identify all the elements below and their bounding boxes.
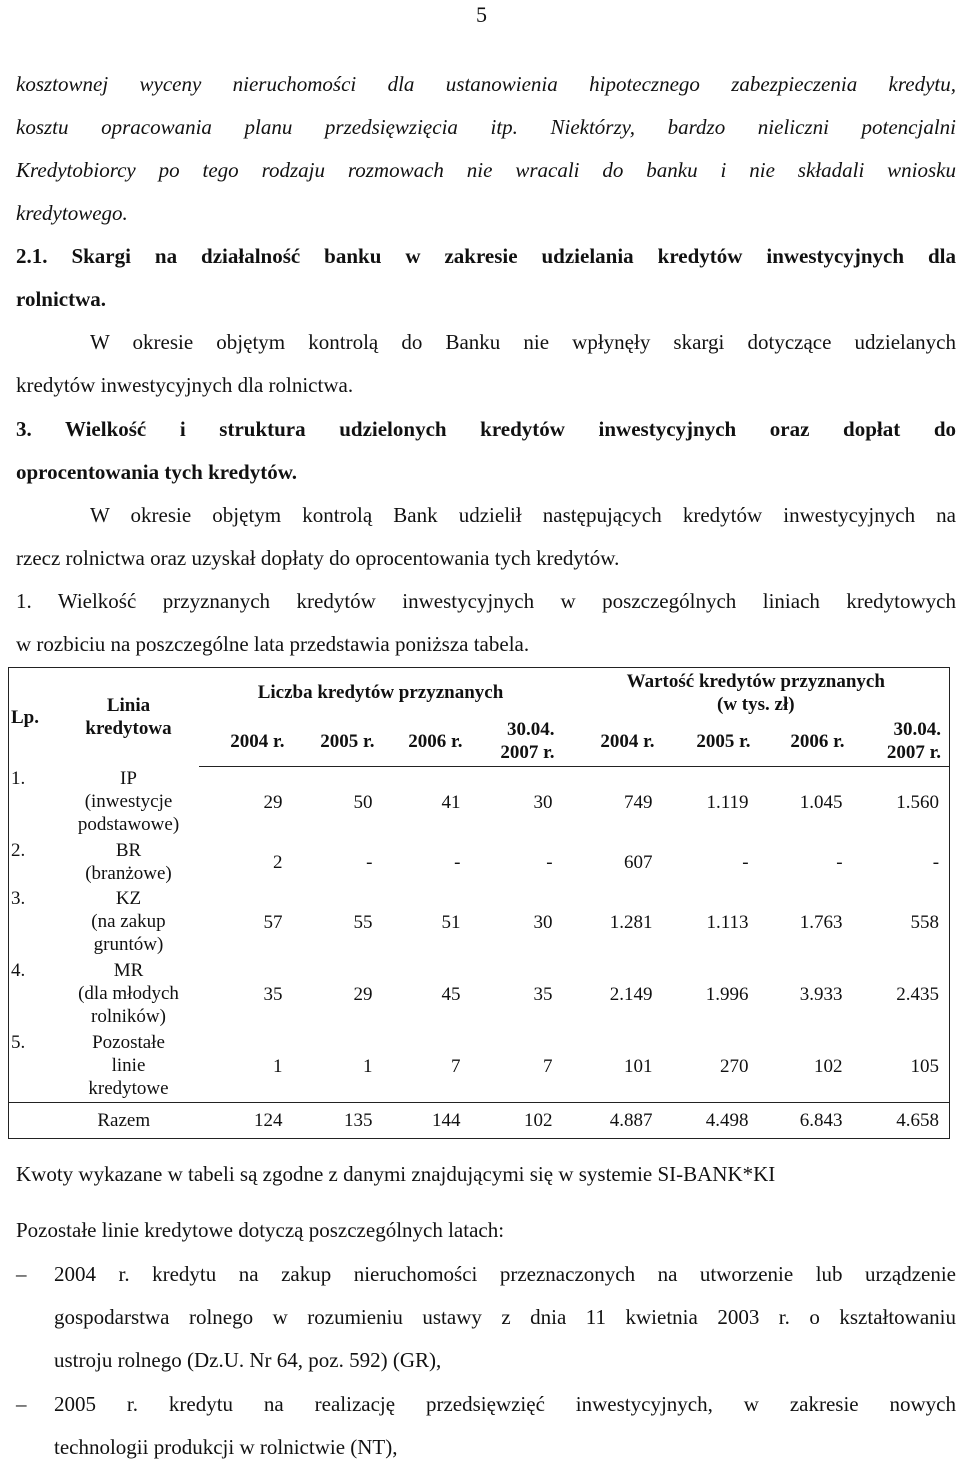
header-liczba: Liczba kredytów przyznanych xyxy=(257,681,504,703)
header-year-last-1: 30.04. xyxy=(507,719,555,740)
table-row xyxy=(9,767,950,839)
header-year-last-1: 30.04. xyxy=(893,719,942,740)
text-line: W okresie objętym kontrolą Bank udzielił następujących kredytów inwestycyjnych na xyxy=(90,503,956,527)
intro-paragraph xyxy=(16,63,956,235)
text-line: Kwoty wykazane w tabeli są zgodne z danymi znajdującymi się w systemie SI-BANK*KI xyxy=(16,1162,776,1186)
text-line: oprocentowania tych kredytów. xyxy=(16,460,297,484)
cell-value: 55 xyxy=(353,912,373,933)
text-line: rzecz rolnictwa oraz uzyskał dopłaty do oprocentowania tych kredytów. xyxy=(16,546,620,570)
text-line: technologii produkcji w rolnictwie (NT), xyxy=(54,1435,398,1459)
text-line: Kredytobiorcy po tego rodzaju rozmowach nie wracali do banku i nie składali wniosku xyxy=(16,158,956,182)
header-year: 2004 r. xyxy=(563,716,663,767)
linia-line: BR xyxy=(115,839,142,861)
table-row xyxy=(9,1031,950,1103)
total-value: 4.658 xyxy=(853,1103,950,1139)
cell-value: 102 xyxy=(814,1055,843,1077)
linia-line: linie xyxy=(111,1054,146,1076)
text-line: kredytowego. xyxy=(16,201,128,225)
text-line: W okresie objętym kontrolą do Banku nie wpłynęły skargi dotyczące udzielanych xyxy=(90,330,956,354)
cell-value: 7 xyxy=(451,1055,461,1077)
cell-value: - xyxy=(932,852,940,873)
bullet-text xyxy=(54,1383,956,1469)
dash-icon: – xyxy=(16,1392,27,1416)
cell-value: - xyxy=(836,852,843,873)
linia-line: kredytowe xyxy=(88,1077,169,1099)
header-year-last-2: 2007 r. xyxy=(500,742,555,763)
cell-value: 41 xyxy=(441,792,461,814)
cell-value: 1.560 xyxy=(896,792,940,814)
cell-value: 1.119 xyxy=(706,792,749,814)
header-linia: Linia kredytowa xyxy=(85,695,172,740)
linia-line: (branżowe) xyxy=(85,862,172,884)
row-lp: 3. xyxy=(11,887,26,909)
cell-value: 50 xyxy=(353,792,373,814)
text-line: kredytów inwestycyjnych dla rolnictwa. xyxy=(16,373,354,397)
cell-value: - xyxy=(742,852,749,873)
cell-value: 105 xyxy=(910,1055,940,1077)
cell-value: 35 xyxy=(533,984,553,1005)
cell-value: 2.149 xyxy=(609,984,653,1005)
table-row xyxy=(9,839,950,887)
linia-line: IP xyxy=(120,767,137,789)
row-lp: 5. xyxy=(11,1031,26,1053)
linia-line: KZ xyxy=(115,887,142,909)
total-value: 135 xyxy=(293,1103,383,1139)
cell-value: 2.435 xyxy=(896,984,940,1005)
total-value: 6.843 xyxy=(759,1103,853,1139)
total-label: Razem xyxy=(9,1103,199,1139)
header-year-last xyxy=(471,716,563,767)
linia-line: gruntów) xyxy=(93,933,164,955)
cell-value: 1.763 xyxy=(799,912,843,933)
text-line: rolnictwa. xyxy=(16,287,107,311)
cell-value: 270 xyxy=(720,1055,749,1077)
text-line: 3. Wielkość i struktura udzielonych kredytów inwestycyjnych oraz dopłat do xyxy=(16,417,956,441)
linia-line: Pozostałe xyxy=(92,1031,165,1053)
text-line: w rozbiciu na poszczególne lata przedstawia poniższa tabela. xyxy=(16,632,530,656)
linia-line: (inwestycje xyxy=(84,790,173,812)
header-year: 2004 r. xyxy=(199,716,293,767)
table-note xyxy=(16,1153,956,1196)
row-linia xyxy=(59,887,199,959)
cell-value: 2 xyxy=(273,852,283,873)
text-line: 2.1. Skargi na działalność banku w zakresie udzielania kredytów inwestycyjnych dla xyxy=(16,244,956,268)
cell-value: - xyxy=(454,852,461,873)
text-line: gospodarstwa rolnego w rozumieniu ustawy z dnia 11 kwietnia 2003 r. o kształtowaniu xyxy=(54,1305,956,1329)
cell-value: 30 xyxy=(533,792,553,814)
cell-value: 29 xyxy=(353,984,373,1005)
cell-value: 29 xyxy=(263,792,283,814)
text-line: kosztu opracowania planu przedsięwzięcia itp. Niektórzy, bardzo nieliczni potencjalni xyxy=(16,115,956,139)
header-year-last xyxy=(853,716,950,767)
row-linia xyxy=(59,767,199,839)
table-total-row xyxy=(9,1103,950,1139)
page-number: 5 xyxy=(476,2,487,27)
total-value: 4.887 xyxy=(563,1103,663,1139)
text-line: kosztownej wyceny nieruchomości dla ustanowienia hipotecznego zabezpieczenia kredytu, xyxy=(16,72,956,96)
linia-line: MR xyxy=(113,959,144,981)
total-value: 4.498 xyxy=(663,1103,759,1139)
cell-value: 7 xyxy=(543,1055,553,1077)
header-wartosc xyxy=(563,668,950,717)
row-lp: 4. xyxy=(11,959,26,981)
bullet-item xyxy=(16,1383,956,1469)
table-row xyxy=(9,887,950,959)
cell-value: 1.281 xyxy=(609,912,653,933)
cell-value: 30 xyxy=(533,912,553,933)
cell-value: 101 xyxy=(624,1055,653,1077)
cell-value: 1.113 xyxy=(706,912,749,933)
row-linia xyxy=(59,1031,199,1103)
text-line: 2004 r. kredytu na zakup nieruchomości przeznaczonych na utworzenie lub urządzenie xyxy=(54,1262,956,1286)
credit-table xyxy=(8,667,950,1139)
cell-value: 57 xyxy=(263,912,283,933)
header-wartosc-line1: Wartość kredytów przyznanych xyxy=(626,671,885,692)
cell-value: 607 xyxy=(624,852,653,873)
cell-value: 3.933 xyxy=(799,984,843,1005)
cell-value: 35 xyxy=(263,984,283,1005)
cell-value: 749 xyxy=(624,792,653,814)
cell-value: 51 xyxy=(441,912,461,933)
cell-value: 45 xyxy=(441,984,461,1005)
cell-value: 1 xyxy=(273,1055,283,1077)
cell-value: 1.045 xyxy=(799,792,843,814)
cell-value: 558 xyxy=(910,912,940,933)
row-lp: 2. xyxy=(11,839,26,861)
section-2-1-body xyxy=(16,321,956,407)
cell-value: 1 xyxy=(363,1055,373,1077)
row-lp: 1. xyxy=(11,767,26,789)
bullet-item xyxy=(16,1253,956,1382)
header-year: 2005 r. xyxy=(293,716,383,767)
table-intro xyxy=(16,580,956,666)
table-header-row xyxy=(9,668,950,717)
total-value: 124 xyxy=(199,1103,293,1139)
linia-line: rolników) xyxy=(91,1005,166,1027)
header-wartosc-line2: (w tys. zł) xyxy=(717,694,795,715)
text-line: 2005 r. kredytu na realizację przedsięwzięć inwestycyjnych, w zakresie nowych xyxy=(54,1392,956,1416)
header-year: 2005 r. xyxy=(663,716,759,767)
header-year-last-2: 2007 r. xyxy=(886,742,942,763)
header-year: 2006 r. xyxy=(759,716,853,767)
table-row xyxy=(9,959,950,1031)
text-line: 1. Wielkość przyznanych kredytów inwestycyjnych w poszczególnych liniach kredytowych xyxy=(16,589,956,613)
total-value: 102 xyxy=(471,1103,563,1139)
linia-line: (dla młodych xyxy=(78,982,179,1004)
text-line: ustroju rolnego (Dz.U. Nr 64, poz. 592) (GR), xyxy=(54,1348,442,1372)
header-lp: Lp. xyxy=(11,706,39,728)
dash-icon: – xyxy=(16,1262,27,1286)
row-linia xyxy=(59,839,199,887)
section-3-heading xyxy=(16,408,956,494)
bullet-text xyxy=(54,1253,956,1382)
row-linia xyxy=(59,959,199,1031)
pozostale-intro xyxy=(16,1209,956,1252)
cell-value: 1.996 xyxy=(705,984,749,1005)
section-3-body xyxy=(16,494,956,580)
linia-line: podstawowe) xyxy=(77,813,180,835)
section-2-1-heading xyxy=(16,235,956,321)
cell-value: - xyxy=(366,852,373,873)
cell-value: - xyxy=(546,852,553,873)
linia-line: (na zakup xyxy=(91,910,166,932)
text-line: Pozostałe linie kredytowe dotyczą poszczególnych latach: xyxy=(16,1218,505,1242)
header-year: 2006 r. xyxy=(383,716,471,767)
total-value: 144 xyxy=(383,1103,471,1139)
